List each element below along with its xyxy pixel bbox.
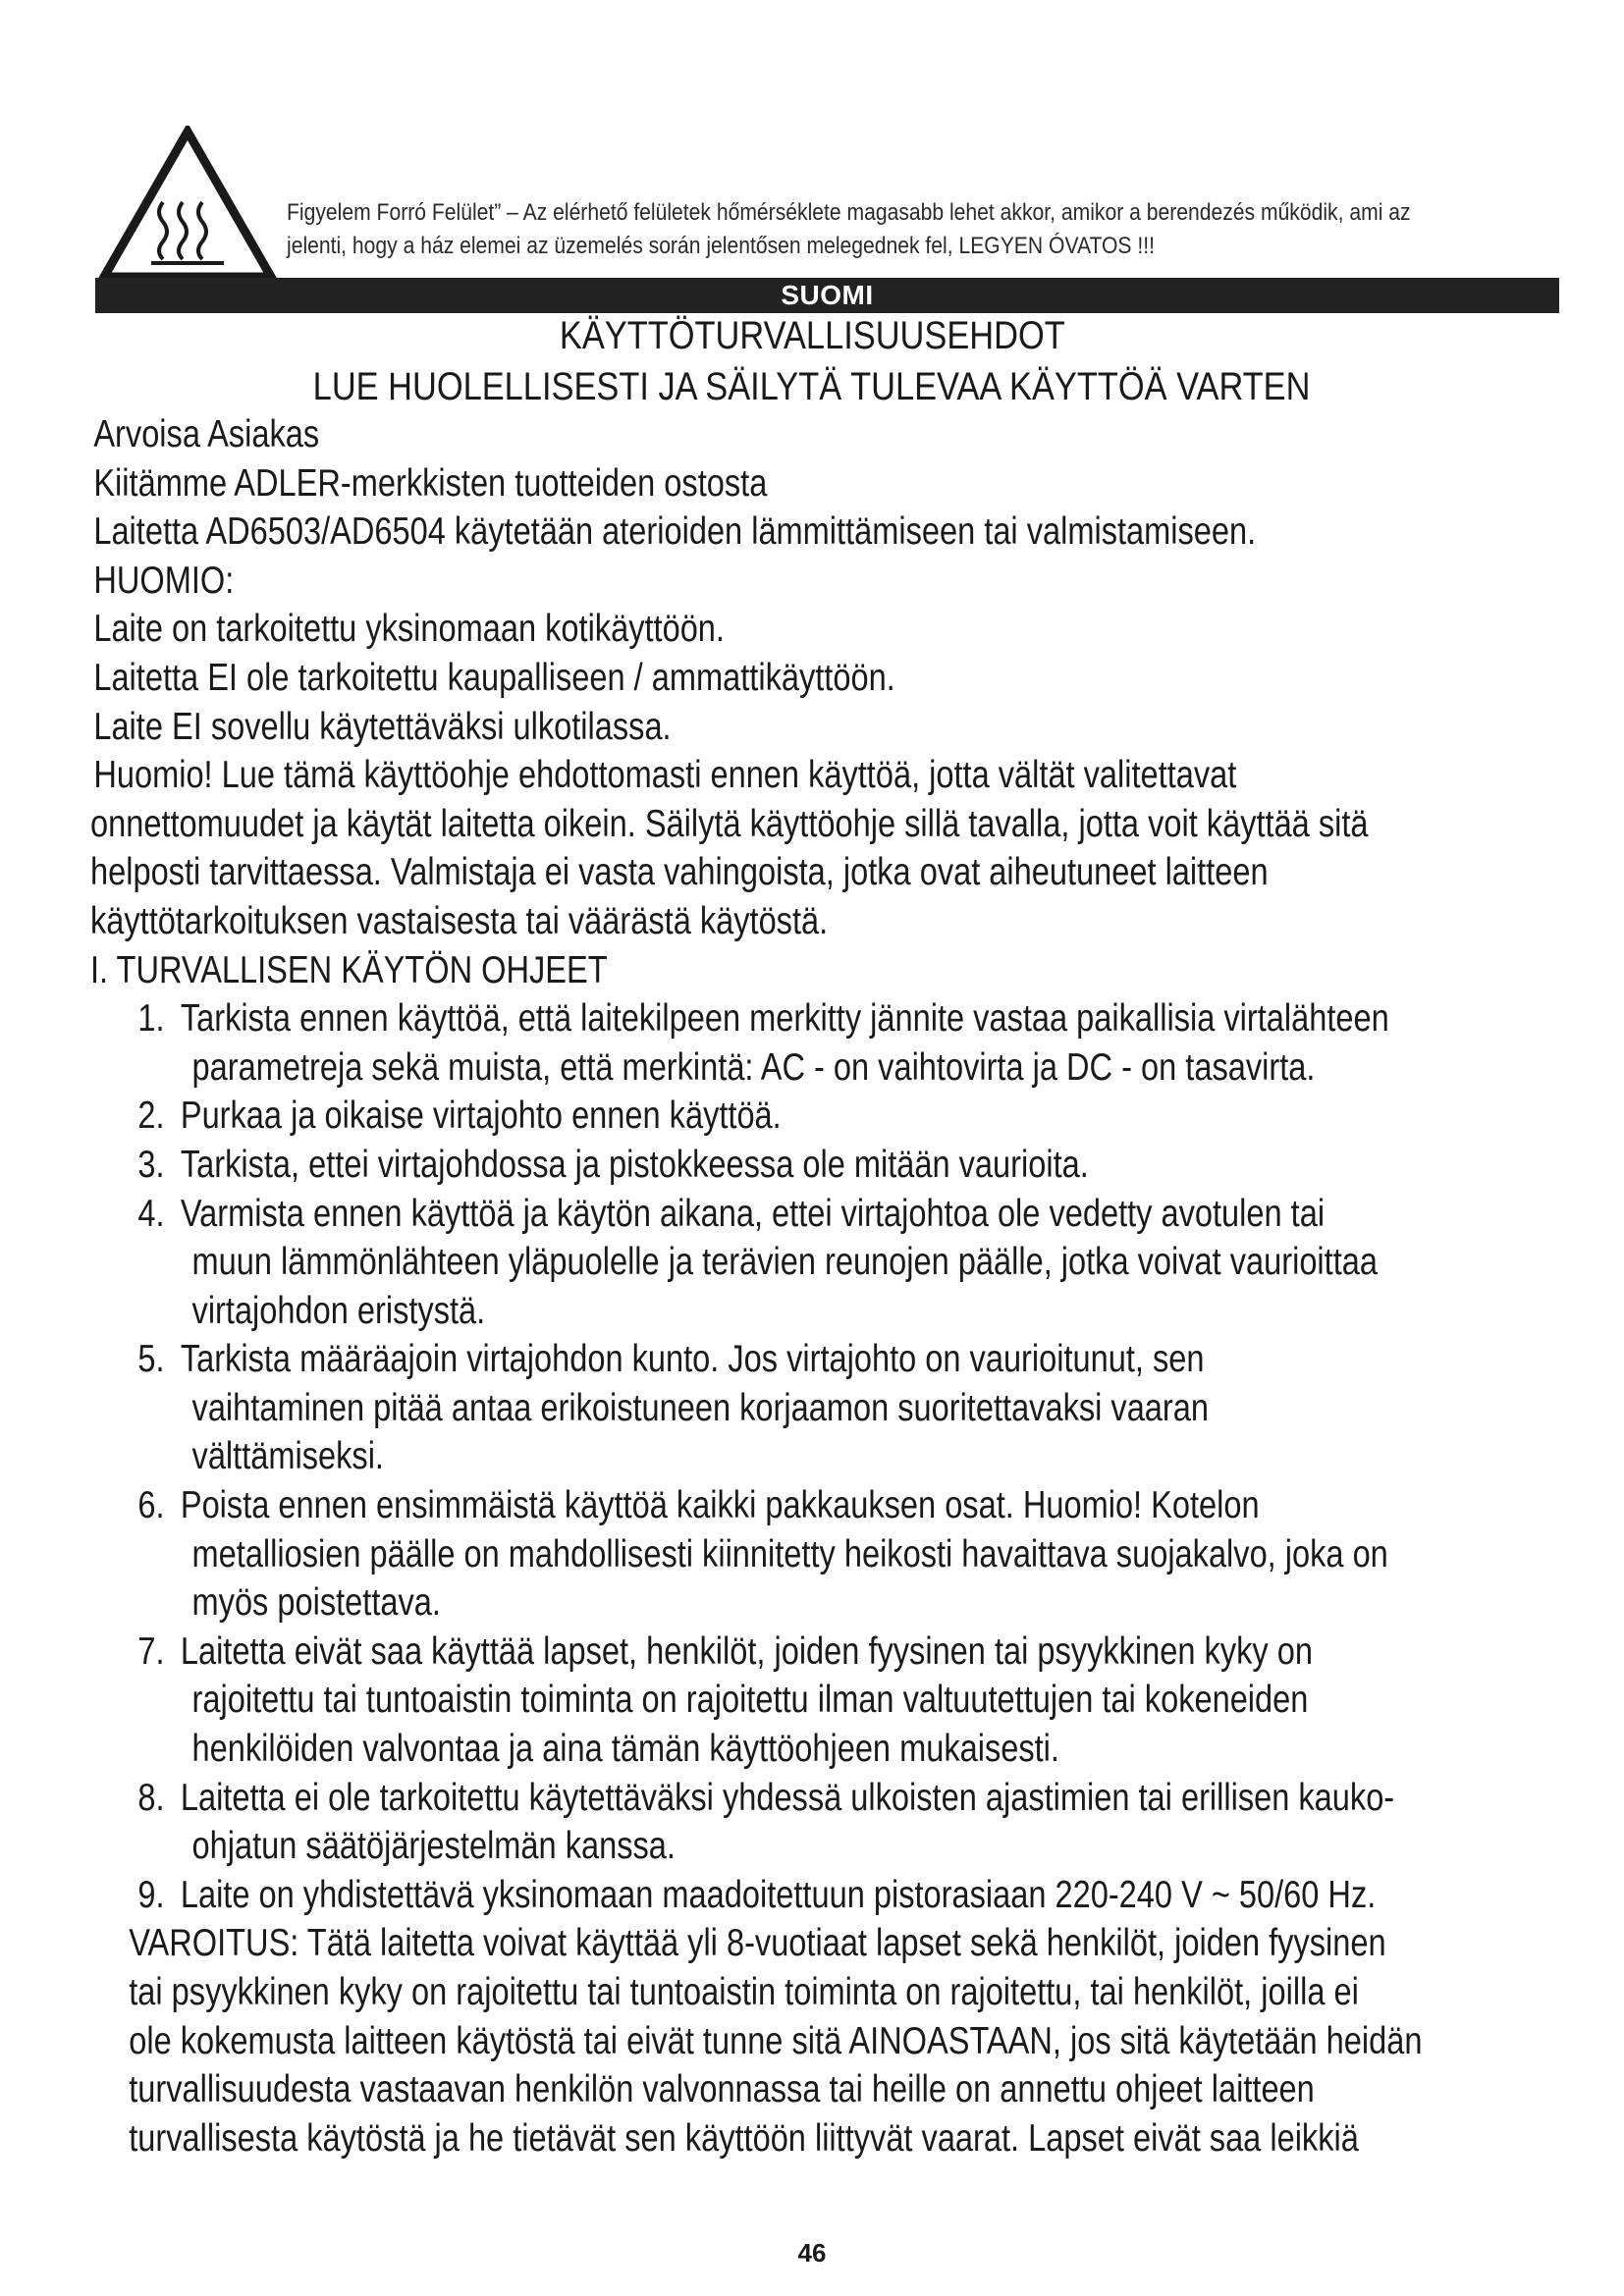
warning-line: turvallisuudesta vastaavan henkilön valvonnassa tai heille on annettu ohjeet laitteen xyxy=(129,2068,1315,2111)
item-number: 6. xyxy=(137,1484,165,1527)
item-line: parametreja sekä muista, että merkintä: AC - on vaihtovirta ja DC - on tasavirta. xyxy=(191,1045,1316,1089)
language-bar: SUOMI xyxy=(95,278,1559,313)
item-number: 3. xyxy=(137,1143,165,1186)
hot-surface-warning-icon xyxy=(98,126,277,283)
safety-instructions-list xyxy=(90,994,1451,1919)
item-line: vaihtaminen pitää antaa erikoistuneen korjaamon suoritettavaksi vaaran xyxy=(191,1386,1209,1429)
intro-line: HUOMIO: xyxy=(93,559,235,602)
intro-line: Laite on tarkoitettu yksinomaan kotikäyttöön. xyxy=(93,608,725,651)
notice-line: Figyelem Forró Felület” – Az elérhető felületek hőmérséklete magasabb lehet akkor, amikor a berendezés működik, ami az xyxy=(287,199,1411,226)
item-number: 9. xyxy=(137,1873,165,1916)
item-line: Purkaa ja oikaise virtajohto ennen käyttöä. xyxy=(180,1095,782,1138)
document-title: KÄYTTÖTURVALLISUUSEHDOT xyxy=(559,314,1065,357)
caution-line: käyttötarkoituksen vastaisesta tai väärästä käytöstä. xyxy=(90,899,829,942)
intro-line: Arvoisa Asiakas xyxy=(93,413,320,455)
intro-line: Laitetta AD6503/AD6504 käytetään aterioiden lämmittämiseen tai valmistamiseen. xyxy=(93,510,1257,554)
caution-line: onnettomuudet ja käytät laitetta oikein. Säilytä käyttöohje sillä tavalla, jotta voit käyttää sitä xyxy=(90,802,1369,845)
item-line: virtajohdon eristystä. xyxy=(191,1289,486,1332)
hot-surface-notice xyxy=(287,196,1592,263)
list-item xyxy=(90,1481,1451,1628)
item-line: rajoitettu tai tuntoaistin toiminta on rajoitettu ilman valtuutettujen tai kokeneiden xyxy=(191,1679,1309,1722)
intro-line: Laite EI sovellu käytettäväksi ulkotilassa. xyxy=(93,705,672,748)
document-body xyxy=(90,410,1451,2163)
warning-line: turvallisesta käytöstä ja he tietävät sen käyttöön liittyvät vaarat. Lapset eivät saa leikkiä xyxy=(129,2116,1359,2160)
item-line: henkilöiden valvontaa ja aina tämän käyttöohjeen mukaisesti. xyxy=(191,1728,1059,1771)
list-item xyxy=(90,1871,1451,1920)
list-item xyxy=(90,994,1451,1092)
list-item xyxy=(90,1190,1451,1336)
list-item xyxy=(90,1628,1451,1774)
item-number: 7. xyxy=(137,1629,165,1673)
item-line: Poista ennen ensimmäistä käyttöä kaikki pakkauksen osat. Huomio! Kotelon xyxy=(180,1484,1260,1527)
item-line: Tarkista ennen käyttöä, että laitekilpeen merkitty jännite vastaa paikallisia virtalähteen xyxy=(180,997,1389,1041)
item-number: 5. xyxy=(137,1338,165,1381)
document-subtitle: LUE HUOLELLISESTI JA SÄILYTÄ TULEVAA KÄYTTÖÄ VARTEN xyxy=(313,365,1311,408)
item-number: 2. xyxy=(137,1095,165,1138)
caution-line: Huomio! Lue tämä käyttöohje ehdottomasti ennen käyttöä, jotta vältät valitettavat xyxy=(93,754,1237,797)
item-line: Laitetta ei ole tarkoitettu käytettäväksi yhdessä ulkoisten ajastimien tai erillisen kauko- xyxy=(180,1776,1395,1819)
item-line: Laitetta eivät saa käyttää lapset, henkilöt, joiden fyysinen tai psyykkinen kyky on xyxy=(180,1629,1313,1673)
item-line: Tarkista määräajoin virtajohdon kunto. Jos virtajohto on vaurioitunut, sen xyxy=(180,1338,1205,1381)
intro-line: Laitetta EI ole tarkoitettu kaupalliseen / ammattikäyttöön. xyxy=(93,656,895,699)
list-item xyxy=(90,1141,1451,1190)
warning-line: VAROITUS: Tätä laitetta voivat käyttää yli 8-vuotiaat lapset sekä henkilöt, joiden fyysinen xyxy=(129,1922,1386,1965)
item-line: Varmista ennen käyttöä ja käytön aikana, ettei virtajohtoa ole vedetty avotulen tai xyxy=(180,1192,1326,1235)
warning-line: ole kokemusta laitteen käytöstä tai eivät tunne sitä AINOASTAAN, jos sitä käytetään heidän xyxy=(129,2019,1423,2062)
item-number: 8. xyxy=(137,1776,165,1819)
item-line: Tarkista, ettei virtajohdossa ja pistokkeessa ole mitään vaurioita. xyxy=(180,1143,1089,1186)
item-line: välttämiseksi. xyxy=(191,1435,384,1478)
list-item xyxy=(90,1092,1451,1141)
item-line: muun lämmönlähteen yläpuolelle ja terävien reunojen päälle, jotka voivat vaurioittaa xyxy=(191,1241,1378,1284)
item-number: 4. xyxy=(137,1192,165,1235)
list-item xyxy=(90,1335,1451,1481)
item-number: 1. xyxy=(137,997,165,1041)
list-item xyxy=(90,1774,1451,1871)
notice-line: jelenti, hogy a ház elemei az üzemelés során jelentősen melegednek fel, LEGYEN ÓVATOS !!! xyxy=(287,233,1155,259)
page-number: 46 xyxy=(797,2238,827,2268)
item-line: metalliosien päälle on mahdollisesti kiinnitetty heikosti havaittava suojakalvo, joka on xyxy=(191,1532,1388,1575)
item-line: ohjatun säätöjärjestelmän kanssa. xyxy=(191,1825,676,1868)
intro-line: Kiitämme ADLER-merkkisten tuotteiden ostosta xyxy=(93,461,768,505)
caution-line: helposti tarvittaessa. Valmistaja ei vasta vahingoista, jotka ovat aiheutuneet laitteen xyxy=(90,851,1269,894)
section-heading: I. TURVALLISEN KÄYTÖN OHJEET xyxy=(90,948,608,991)
warning-line: tai psyykkinen kyky on rajoitettu tai tuntoaistin toiminta on rajoitettu, tai henkilöt, joilla ei xyxy=(129,1971,1359,2013)
item-line: myös poistettava. xyxy=(191,1581,441,1625)
item-line: Laite on yhdistettävä yksinomaan maadoitettuun pistorasiaan 220-240 V ~ 50/60 Hz. xyxy=(180,1873,1377,1916)
